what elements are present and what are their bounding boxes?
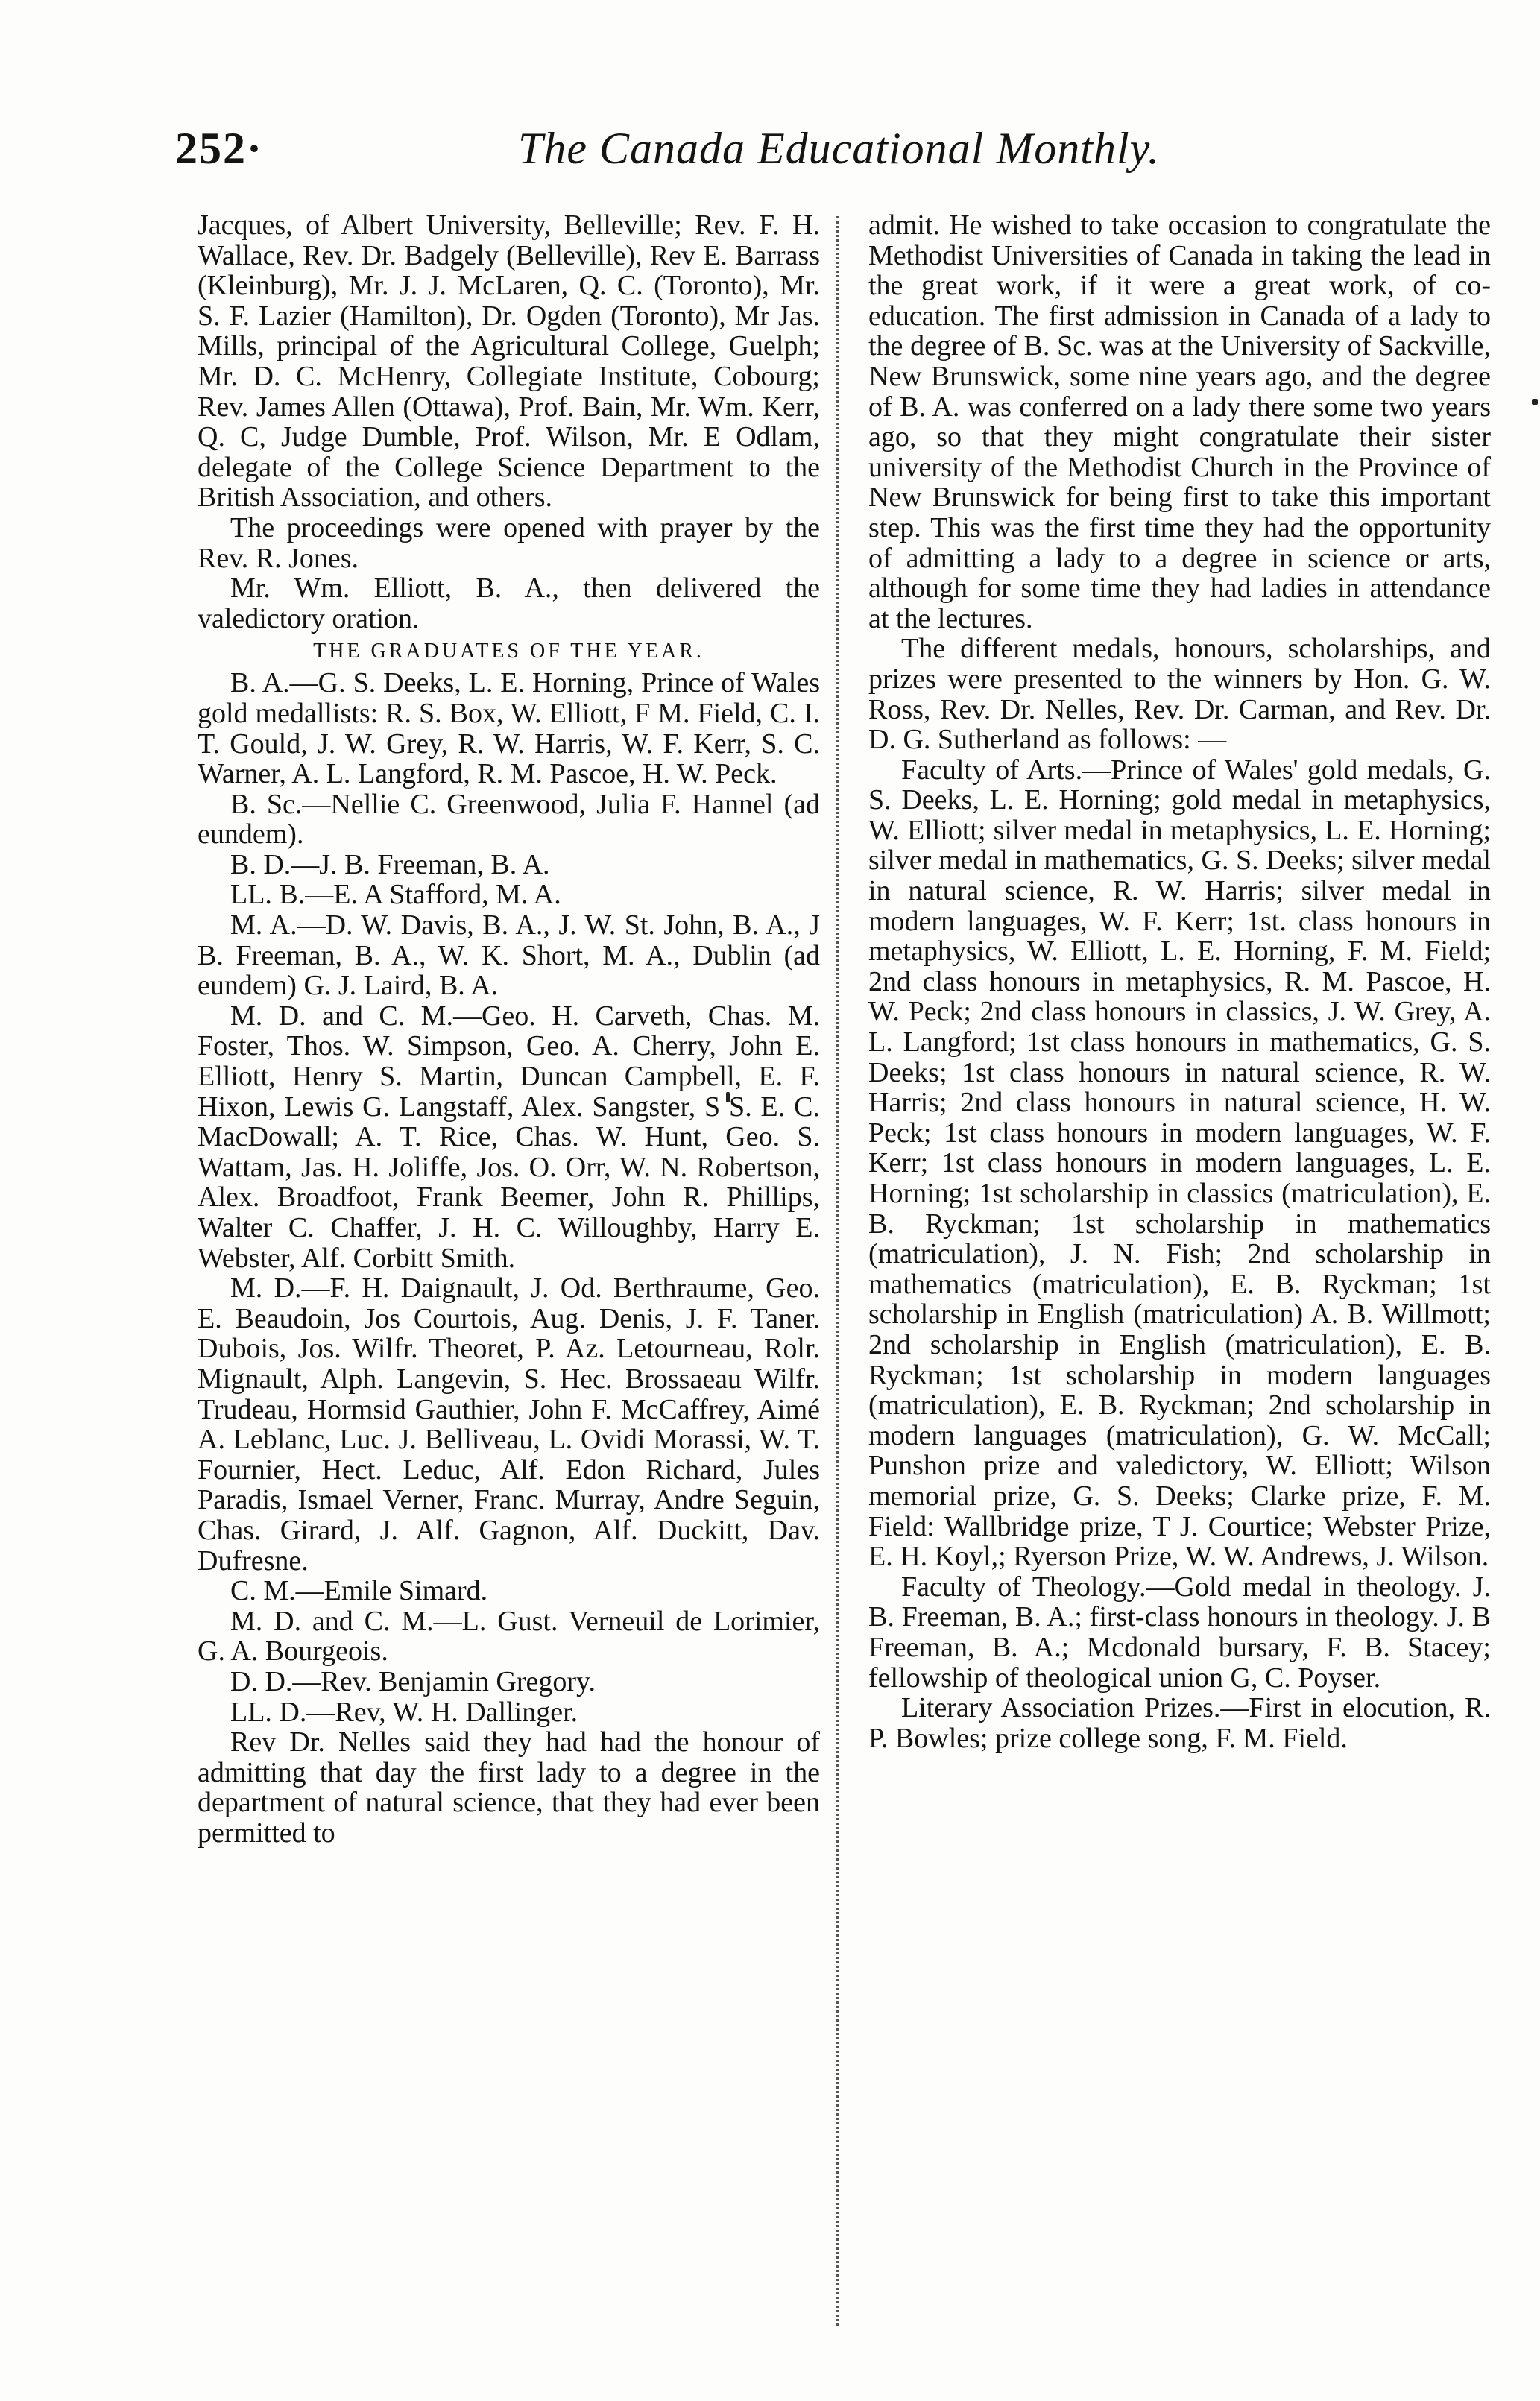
paragraph: C. M.—Emile Simard. bbox=[230, 1575, 488, 1607]
section-heading: THE GRADUATES OF THE YEAR. bbox=[313, 640, 704, 663]
column-divider bbox=[836, 216, 839, 2326]
page-header bbox=[175, 123, 1189, 183]
paragraph: admit. He wished to take occasion to congratulate the Methodist Universities of Canada in taking the lead in the great work, if it were a great work, of co-education. The first admission in Canada of a lady to the degree of B. Sc. was at the University of Sackville, New Brunswick, some nine years ago, and the degree of B. A. was conferred on a lady there some two years ago, so that they might congratulate their sister university of the Methodist Church in the Province of New Brunswick for being first to take this important step. This was the first time they had the opportunity of admitting a lady to a degree in science or arts, although for some time they had ladies in attendance at the lectures. bbox=[868, 209, 1491, 634]
paragraph: Jacques, of Albert University, Belleville; Rev. F. H. Wallace, Rev. Dr. Badgely (Belleville), Rev E. Barrass (Kleinburg), Mr. J. J. McLaren, Q. C. (Toronto), Mr. S. F. Lazier (Hamilton), Dr. Ogden (Toronto), Mr Jas. Mills, principal of the Agricultural College, Guelph; Mr. D. C. McHenry, Collegiate Institute, Cobourg; Rev. James Allen (Ottawa), Prof. Bain, Mr. Wm. Kerr, Q. C, Judge Dumble, Prof. Wilson, Mr. E Odlam, delegate of the College Science Department to the British Association, and others. bbox=[198, 209, 820, 514]
paragraph: The different medals, honours, scholarships, and prizes were presented to the winners by Hon. G. W. Ross, Rev. Dr. Nelles, Rev. Dr. Carman, and Rev. Dr. D. G. Sutherland as follows: — bbox=[868, 633, 1491, 756]
paragraph: M. D. and C. M.—Geo. H. Carveth, Chas. M. Foster, Thos. W. Simpson, Geo. A. Cherry, John E. Elliott, Henry S. Martin, Duncan Campbell, E. F. Hixon, Lewis G. Langstaff, Alex. Sangster, S S. E. C. MacDowall; A. T. Rice, Chas. W. Hunt, Geo. S. Wattam, Jas. H. Joliffe, Jos. O. Orr, W. N. Robertson, Alex. Broadfoot, Frank Beemer, John R. Phillips, Walter C. Chaffer, J. H. C. Willoughby, Harry E. Webster, Alf. Corbitt Smith. bbox=[198, 1000, 820, 1274]
paragraph: M. D. and C. M.—L. Gust. Verneuil de Lorimier, G. A. Bourgeois. bbox=[198, 1605, 820, 1668]
left-column bbox=[198, 210, 820, 1848]
paragraph: Mr. Wm. Elliott, B. A., then delivered the valedictory oration. bbox=[198, 572, 820, 634]
paragraph: LL. D.—Rev, W. H. Dallinger. bbox=[230, 1696, 578, 1728]
paragraph: The proceedings were opened with prayer by the Rev. R. Jones. bbox=[198, 511, 820, 574]
paragraph: M. A.—D. W. Davis, B. A., J. W. St. John, B. A., J B. Freeman, B. A., W. K. Short, M. A., Dublin (ad eundem) G. J. Laird, B. A. bbox=[198, 909, 820, 1002]
paragraph: LL. B.—E. A Stafford, M. A. bbox=[230, 879, 561, 911]
paragraph: B. D.—J. B. Freeman, B. A. bbox=[230, 848, 550, 880]
paragraph: Faculty of Arts.—Prince of Wales' gold medals, G. S. Deeks, L. E. Horning; gold medal in metaphysics, W. Elliott; silver medal in metaphysics, L. E. Horning; silver medal in mathematics, G. S. Deeks; silver medal in natural science, R. W. Harris; silver medal in modern languages, W. F. Kerr; 1st. class honours in metaphysics, W. Elliott, L. E. Horning, F. M. Field; 2nd class honours in metaphysics, R. M. Pascoe, H. W. Peck; 2nd class honours in classics, J. W. Grey, A. L. Langford; 1st class honours in mathematics, G. S. Deeks; 1st class honours in natural science, R. W. Harris; 2nd class honours in natural science, H. W. Peck; 1st class honours in modern languages, W. F. Kerr; 1st class honours in modern languages, L. E. Horning; 1st scholarship in classics (matriculation), E. B. Ryckman; 1st scholarship in mathematics (matriculation), J. N. Fish; 2nd scholarship in mathematics (matriculation), E. B. Ryckman; 1st scholarship in English (matriculation) A. B. Willmott; 2nd scholarship in English (matriculation), E. B. Ryckman; 1st scholarship in modern languages (matriculation), E. B. Ryckman; 2nd scholarship in modern languages (matriculation), G. W. McCall; Punshon prize and valedictory, W. Elliott; Wilson memorial prize, G. S. Deeks; Clarke prize, F. M. Field: Wallbridge prize, T J. Courtice; Webster Prize, E. H. Koyl,; Ryerson Prize, W. W. Andrews, J. Wilson. bbox=[868, 754, 1491, 1573]
margin-mark bbox=[1532, 399, 1538, 405]
paragraph: B. Sc.—Nellie C. Greenwood, Julia F. Hannel (ad eundem). bbox=[198, 788, 820, 851]
paragraph: M. D.—F. H. Daignault, J. Od. Berthraume, Geo. E. Beaudoin, Jos Courtois, Aug. Denis, J. F. Taner. Dubois, Jos. Wilfr. Theoret, P. Az. Letourneau, Rolr. Mignault, Alph. Langevin, S. Hec. Brossaeau Wilfr. Trudeau, Hormsid Gauthier, John F. McCaffrey, Aimé A. Leblanc, Luc. J. Belliveau, L. Ovidi Morassi, W. T. Fournier, Hect. Leduc, Alf. Edon Richard, Jules Paradis, Ismael Verner, Franc. Murray, Andre Seguin, Chas. Girard, J. Alf. Gagnon, Alf. Duckitt, Dav. Dufresne. bbox=[198, 1272, 820, 1577]
paragraph: B. A.—G. S. Deeks, L. E. Horning, Prince of Wales gold medallists: R. S. Box, W. Elliott, F M. Field, C. I. T. Gould, J. W. Grey, R. W. Harris, W. F. Kerr, S. C. Warner, A. L. Langford, R. M. Pascoe, H. W. Peck. bbox=[198, 667, 820, 790]
running-title: The Canada Educational Monthly. bbox=[518, 124, 1160, 173]
paragraph: Literary Association Prizes.—First in elocution, R. P. Bowles; prize college song, F. M. Field. bbox=[868, 1692, 1491, 1754]
paragraph: Faculty of Theology.—Gold medal in theology. J. B. Freeman, B. A.; first-class honours in theology. J. B Freeman, B. A.; Mcdonald bursary, F. B. Stacey; fellowship of theological union G, C. Poyser. bbox=[868, 1571, 1491, 1694]
paragraph: Rev Dr. Nelles said they had had the honour of admitting that day the first lady to a degree in the department of natural science, that they had ever been permitted to bbox=[198, 1726, 820, 1849]
page-number: 252· bbox=[175, 124, 264, 173]
right-column bbox=[868, 210, 1491, 1753]
paragraph: D. D.—Rev. Benjamin Gregory. bbox=[230, 1665, 596, 1697]
